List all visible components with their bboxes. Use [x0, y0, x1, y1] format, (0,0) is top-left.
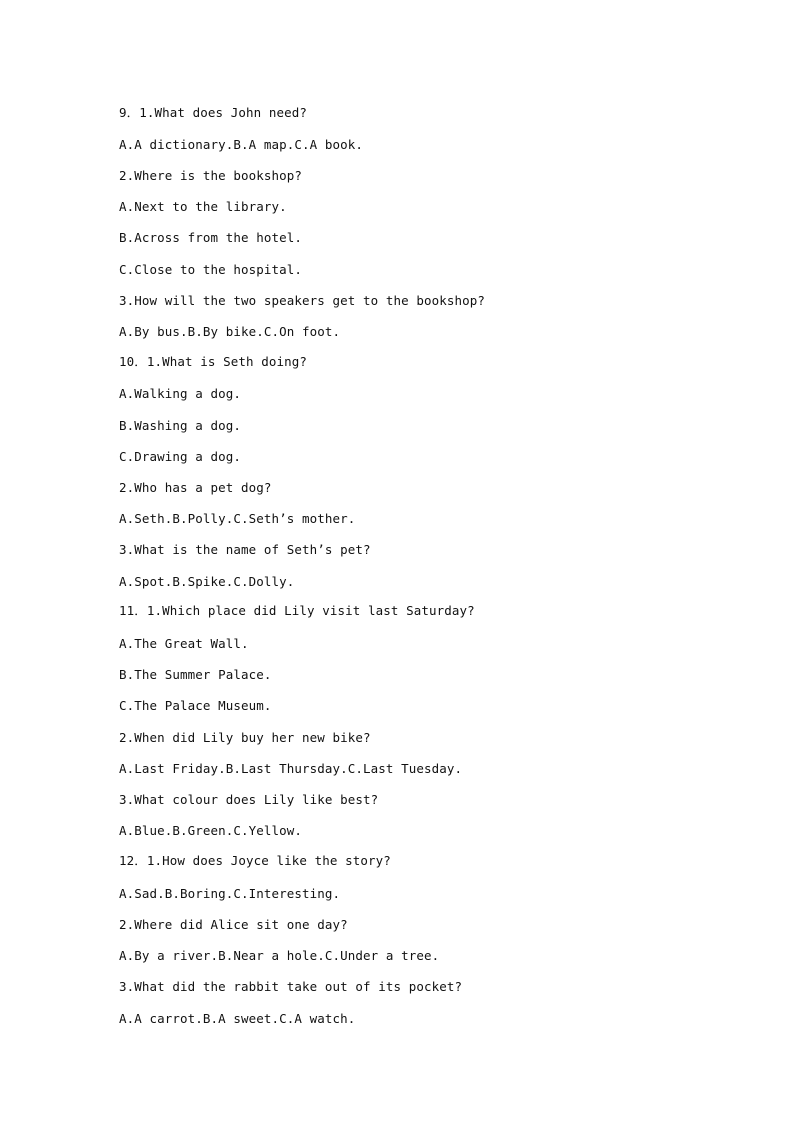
question-text: 3.How will the two speakers get to the bookshop?	[119, 293, 486, 308]
question-number: 11．	[119, 603, 147, 618]
question-text: 2.Who has a pet dog?	[119, 480, 272, 495]
question-text: 1.Which place did Lily visit last Saturday?	[146, 603, 475, 618]
option-line: A.By bus.B.By bike.C.On foot.	[119, 324, 341, 339]
option-line: A.By a river.B.Near a hole.C.Under a tree.	[119, 948, 440, 963]
option-line: A.A dictionary.B.A map.C.A book.	[119, 137, 364, 152]
option-line: A.Next to the library.	[119, 199, 287, 214]
option-line: A.Seth.B.Polly.C.Seth’s mother.	[119, 511, 356, 526]
question-number: 12．	[119, 853, 147, 868]
option-line: C.The Palace Museum.	[119, 698, 272, 713]
option-line: A.Blue.B.Green.C.Yellow.	[119, 823, 303, 838]
question-number: 10．	[119, 354, 147, 369]
question-11-item-1-line	[119, 603, 475, 619]
question-text: 1.What is Seth doing?	[146, 354, 307, 369]
option-line: A.The Great Wall.	[119, 636, 249, 651]
option-line: C.Close to the hospital.	[119, 262, 303, 277]
question-text: 3.What did the rabbit take out of its pocket?	[119, 979, 463, 994]
option-line: C.Drawing a dog.	[119, 449, 242, 464]
option-line: A.A carrot.B.A sweet.C.A watch.	[119, 1011, 356, 1026]
option-line: A.Sad.B.Boring.C.Interesting.	[119, 886, 341, 901]
option-line: B.The Summer Palace.	[119, 667, 272, 682]
question-text: 2.Where is the bookshop?	[119, 168, 303, 183]
question-10-item-1-line	[119, 354, 307, 370]
question-text: 3.What colour does Lily like best?	[119, 792, 379, 807]
option-line: A.Walking a dog.	[119, 386, 242, 401]
question-text: 1.What does John need?	[139, 105, 307, 120]
question-text: 3.What is the name of Seth’s pet?	[119, 542, 371, 557]
option-line: B.Across from the hotel.	[119, 230, 303, 245]
question-text: 1.How does Joyce like the story?	[146, 853, 391, 868]
option-line: B.Washing a dog.	[119, 418, 242, 433]
question-text: 2.Where did Alice sit one day?	[119, 917, 348, 932]
question-text: 2.When did Lily buy her new bike?	[119, 730, 371, 745]
question-12-item-1-line	[119, 853, 391, 869]
question-9-item-1-line	[119, 105, 307, 121]
option-line: A.Spot.B.Spike.C.Dolly.	[119, 574, 295, 589]
option-line: A.Last Friday.B.Last Thursday.C.Last Tuesday.	[119, 761, 463, 776]
question-number: 9．	[119, 105, 140, 120]
